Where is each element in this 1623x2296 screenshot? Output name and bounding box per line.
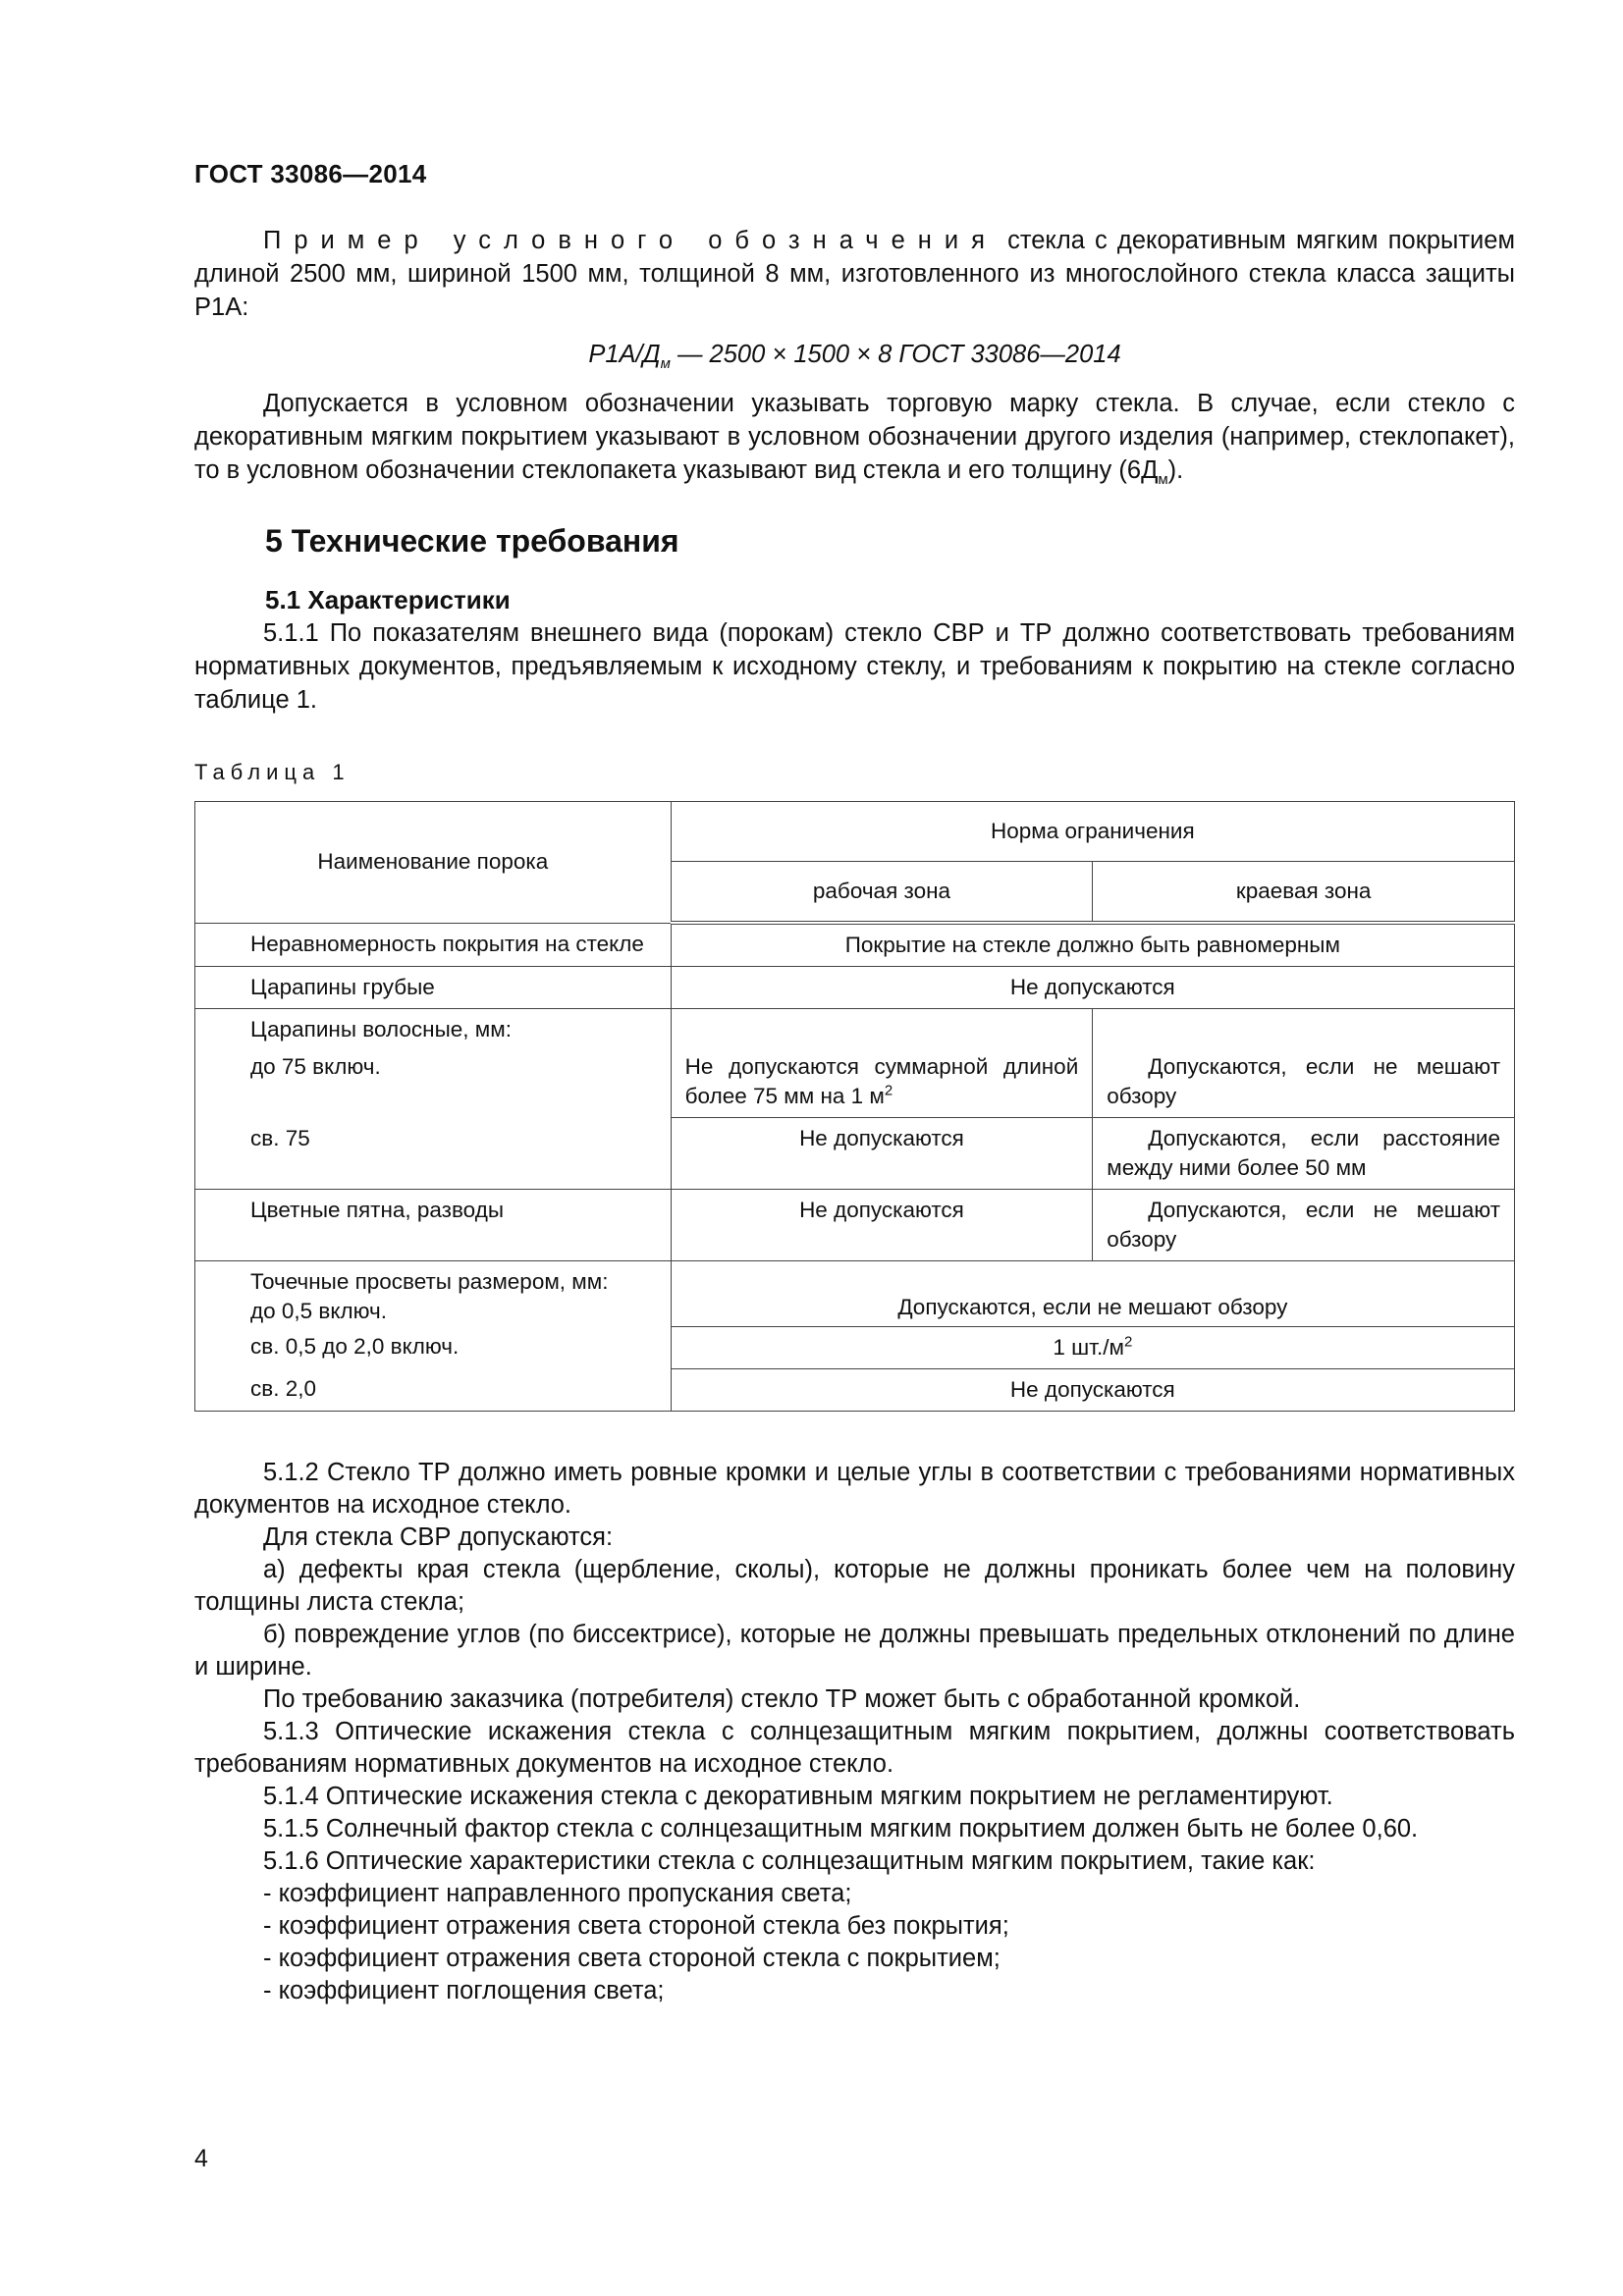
table-row xyxy=(195,1261,1515,1327)
trademark-note-paragraph xyxy=(194,387,1515,487)
defect-subitem-cell: св. 2,0 xyxy=(195,1368,672,1411)
norm-text: Допускаются, если расстояние между ними более 50 мм xyxy=(1107,1126,1500,1180)
paragraph-5-1-2: 5.1.2 Стекло ТР должно иметь ровные кромки и целые углы в соответствии с требованиями нормативных документов на исходное стекло. xyxy=(194,1458,1515,1519)
note-subscript: м xyxy=(1158,471,1168,489)
norm-text: Допускаются, если не мешают обзору xyxy=(1107,1054,1500,1108)
svr-allowed-paragraph: Для стекла СВР допускаются: xyxy=(263,1522,614,1551)
paragraph-5-1-5: 5.1.5 Солнечный фактор стекла с солнцезащитным мягким покрытием должен быть не более 0,60. xyxy=(263,1814,1419,1842)
formula-part-b: — 2500 × 1500 × 8 ГОСТ 33086—2014 xyxy=(670,341,1121,368)
norm-text: Не допускаются суммарной длиной более 75 мм на 1 м xyxy=(684,1054,1079,1108)
list-item: - коэффициент отражения света стороной стекла с покрытием; xyxy=(263,1944,1001,1972)
paragraph-5-1-1: 5.1.1 По показателям внешнего вида (порокам) стекло СВР и ТР должно соответствовать требованиям нормативных документов, предъявляемым к исходному стеклу, и требованиям к покрытию на стекле согласно таблице 1. xyxy=(194,619,1515,714)
defect-name-cell xyxy=(195,1009,672,1118)
note-text-b: ). xyxy=(1167,456,1184,484)
defect-name-cell: Цветные пятна, разводы xyxy=(195,1190,672,1261)
list-item: - коэффициент отражения света стороной стекла без покрытия; xyxy=(263,1911,1009,1940)
requirements-body xyxy=(194,1457,1515,2007)
note-text-a: Допускается в условном обозначении указывать торговую марку стекла. В случае, если стекло с декоративным мягким покрытием указывают в условном обозначении другого изделия (например, стеклопакет), то в условном обозначении стеклопакета указывают вид стекла и его толщину (6Д xyxy=(194,390,1515,484)
table-row xyxy=(195,1009,1515,1118)
table-row xyxy=(195,967,1515,1009)
norm-cell: Не допускаются xyxy=(671,967,1514,1009)
table-row xyxy=(195,1326,1515,1368)
norm-cell xyxy=(671,1326,1514,1368)
defect-subitem: до 75 включ. xyxy=(250,1054,381,1079)
header-edge-zone: краевая зона xyxy=(1093,862,1515,924)
norm-text: Допускаются, если не мешают обзору xyxy=(1107,1198,1500,1252)
norm-superscript: 2 xyxy=(1123,1333,1133,1350)
norm-edge-cell xyxy=(1093,1190,1515,1261)
defect-group-title: Царапины волосные, мм: xyxy=(250,1017,512,1041)
defect-name-cell xyxy=(195,923,672,967)
norm-work-cell: Не допускаются xyxy=(671,1118,1093,1190)
defect-name-cell: Царапины грубые xyxy=(195,967,672,1009)
section-title: 5 Технические требования xyxy=(265,523,679,559)
defect-subitem-cell: св. 75 xyxy=(195,1118,672,1190)
paragraph-5-1-3: 5.1.3 Оптические искажения стекла с солнцезащитным мягким покрытием, должны соответствовать требованиям нормативных документов на исходное стекло. xyxy=(194,1717,1515,1778)
example-spaced-label: Пример условного обозначения xyxy=(263,227,998,254)
norm-superscript: 2 xyxy=(884,1082,893,1099)
example-text: стекла с декоративным мягким покрытием длиной 2500 мм, шириной 1500 мм, толщиной 8 мм, изготовленного из многослойного стекла класса защиты Р1А: xyxy=(194,227,1515,321)
list-item: - коэффициент направленного пропускания света; xyxy=(263,1879,852,1907)
table-caption: Таблица 1 xyxy=(194,760,351,784)
paragraph-5-1-4: 5.1.4 Оптические искажения стекла с декоративным мягким покрытием не регламентируют. xyxy=(263,1782,1333,1810)
formula-subscript: м xyxy=(660,355,671,373)
list-item: - коэффициент поглощения света; xyxy=(263,1976,665,2004)
subsection-title: 5.1 Характеристики xyxy=(265,585,511,614)
defect-subitem-cell: св. 0,5 до 2,0 включ. xyxy=(195,1326,672,1368)
paragraph-5-1-6: 5.1.6 Оптические характеристики стекла с солнцезащитным мягким покрытием, такие как: xyxy=(263,1846,1316,1875)
designation-example-paragraph xyxy=(194,224,1515,324)
defect-name-cell xyxy=(195,1261,672,1327)
formula-part-a: Р1А/Д xyxy=(588,341,661,368)
norm-text: 1 шт./м xyxy=(1053,1334,1124,1360)
table-row xyxy=(195,1190,1515,1261)
header-norm: Норма ограничения xyxy=(671,802,1514,862)
defect-group-title: Точечные просветы размером, мм: xyxy=(250,1269,609,1294)
header-defect-name: Наименование порока xyxy=(195,802,672,924)
norm-work-cell xyxy=(671,1009,1093,1118)
list-item-a: а) дефекты края стекла (щербление, сколы), которые не должны проникать более чем на половину толщины листа стекла; xyxy=(194,1555,1515,1616)
standard-header: ГОСТ 33086—2014 xyxy=(194,159,427,188)
customer-paragraph: По требованию заказчика (потребителя) стекло ТР может быть с обработанной кромкой. xyxy=(263,1684,1301,1713)
list-item-b: б) повреждение углов (по биссектрисе), которые не должны превышать предельных отклонений по длине и ширине. xyxy=(194,1620,1515,1681)
designation-formula xyxy=(194,338,1515,371)
page-number: 4 xyxy=(194,2145,208,2172)
table-row xyxy=(195,1368,1515,1411)
defects-table xyxy=(194,801,1515,1412)
table-header-row xyxy=(195,802,1515,862)
norm-cell: Допускаются, если не мешают обзору xyxy=(671,1261,1514,1327)
table-row xyxy=(195,923,1515,967)
norm-edge-cell xyxy=(1093,1118,1515,1190)
norm-cell: Не допускаются xyxy=(671,1368,1514,1411)
defect-name-text: Неравномерность покрытия на стекле xyxy=(250,931,644,956)
table-row xyxy=(195,1118,1515,1190)
header-work-zone: рабочая зона xyxy=(671,862,1093,924)
norm-work-cell: Не допускаются xyxy=(671,1190,1093,1261)
defect-subitem: до 0,5 включ. xyxy=(250,1299,387,1323)
document-page xyxy=(194,157,1515,2007)
norm-cell: Покрытие на стекле должно быть равномерным xyxy=(671,923,1514,967)
norm-edge-cell xyxy=(1093,1009,1515,1118)
